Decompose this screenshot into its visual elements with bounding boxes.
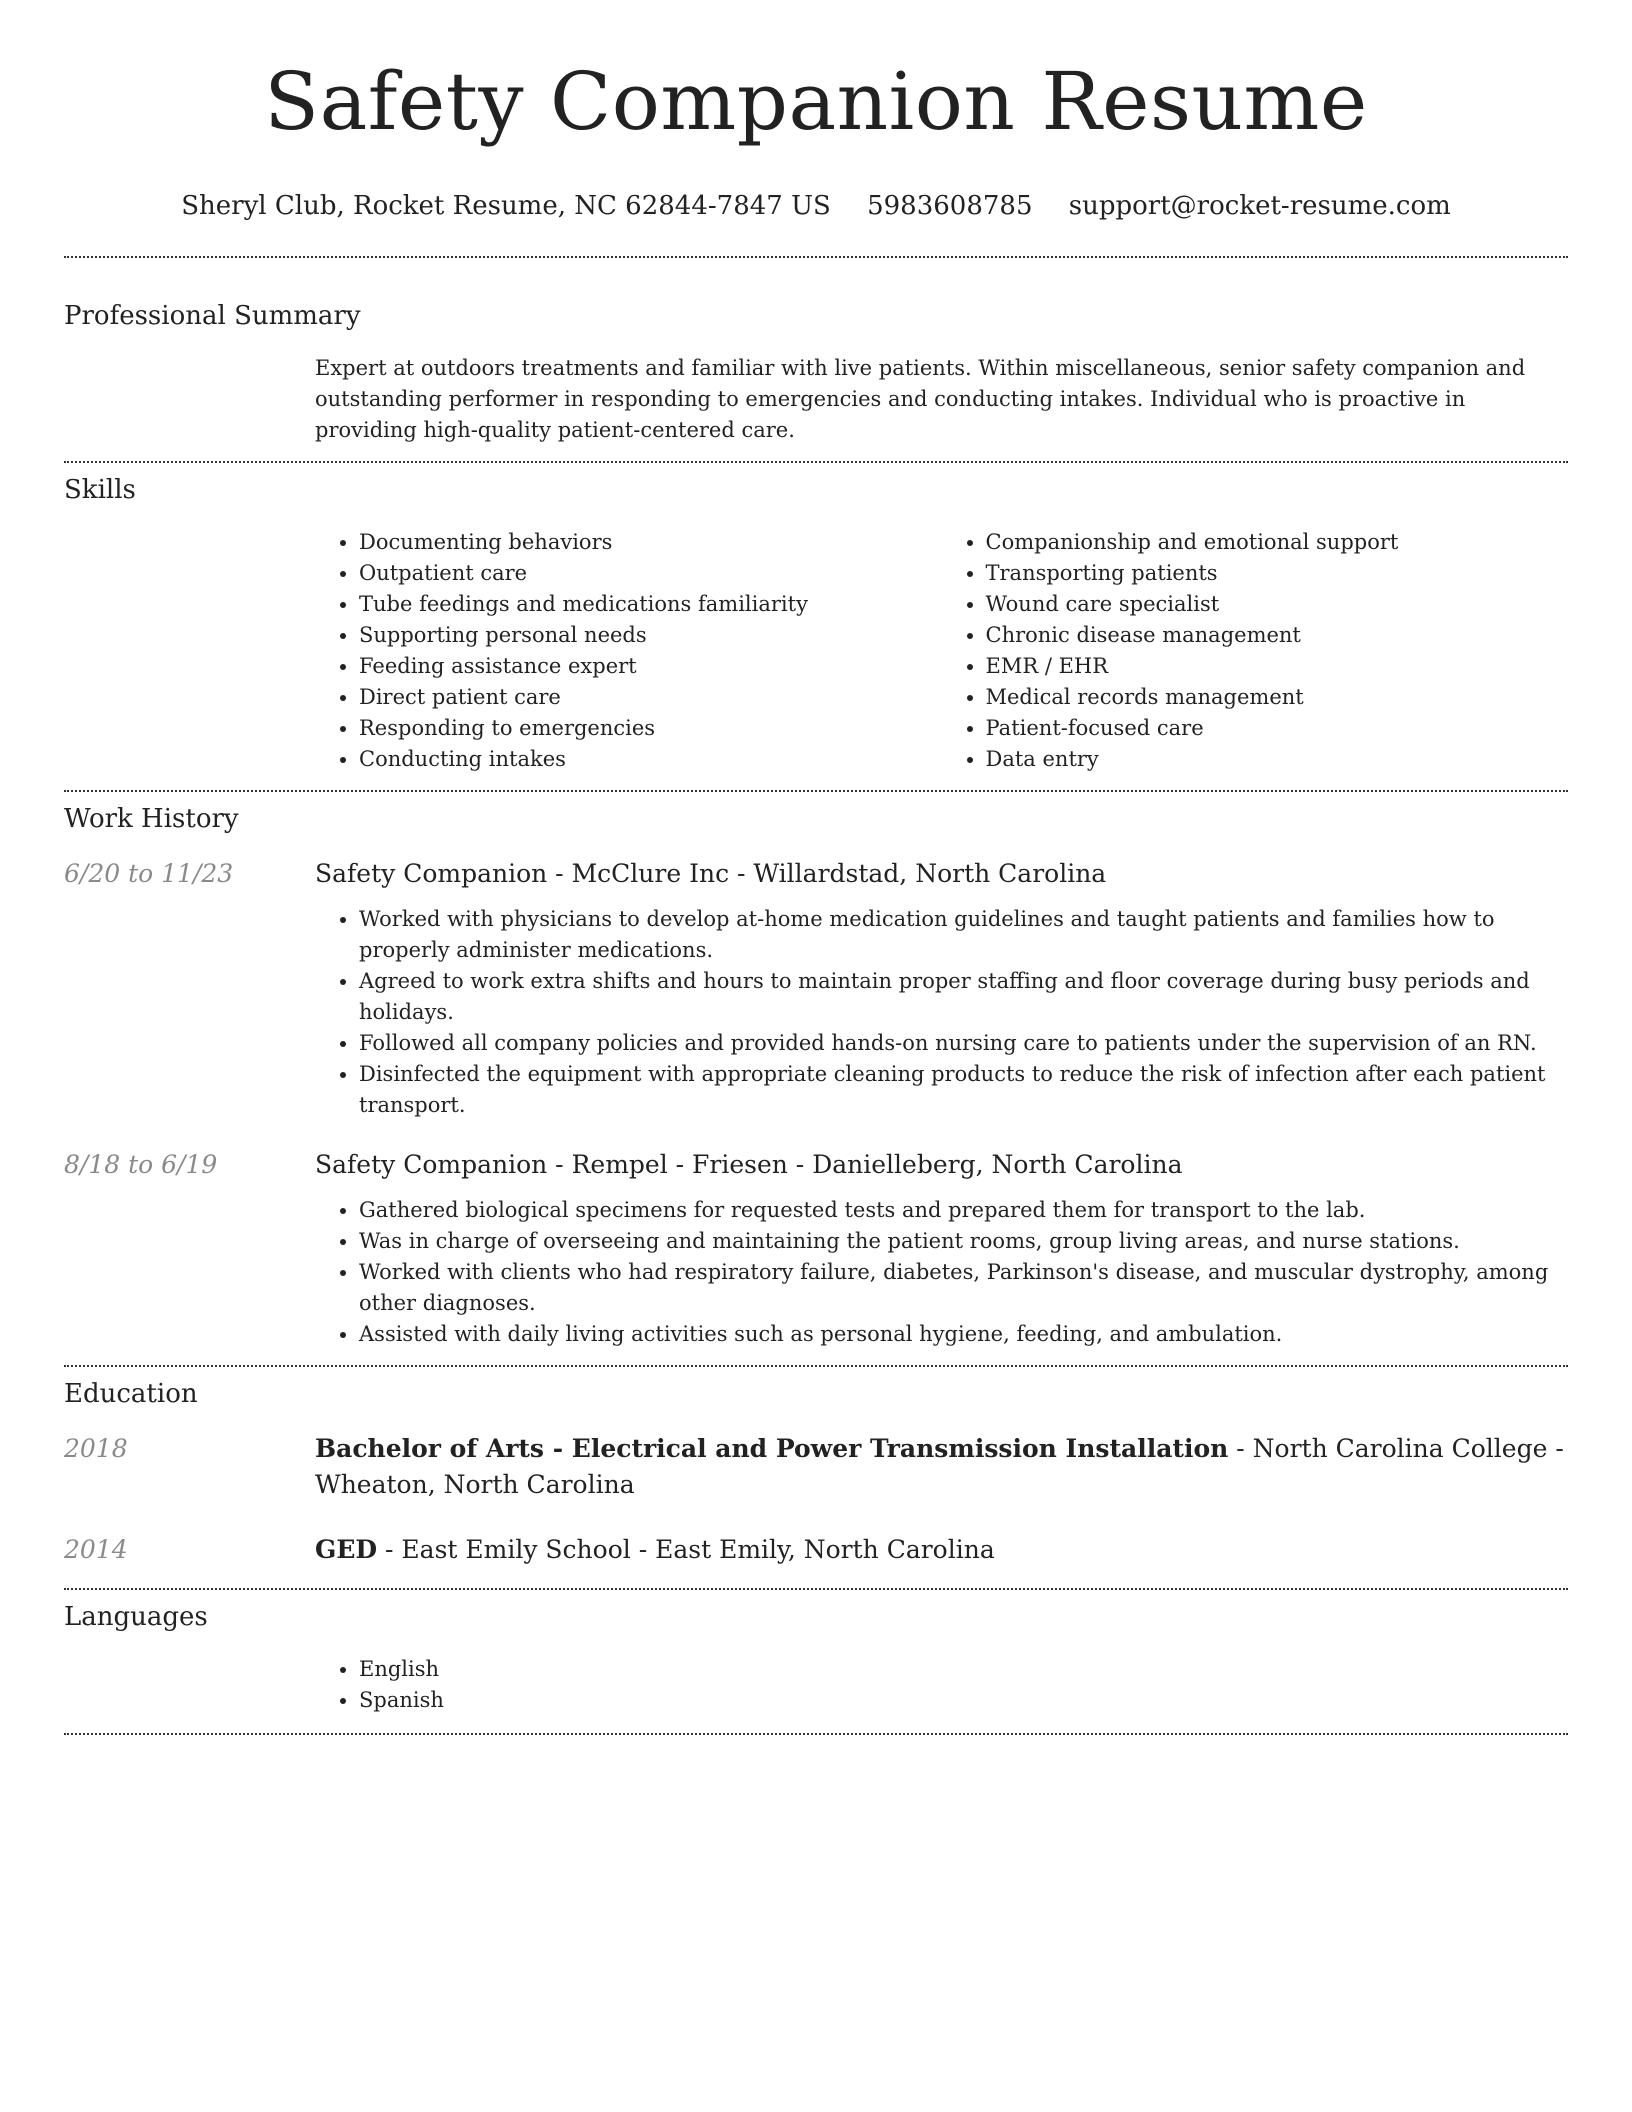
education-year: 2014 <box>64 1535 128 1564</box>
skill-item: • Companionship and emotional support <box>986 527 1569 558</box>
skills-section <box>64 473 1568 775</box>
job-bullets <box>315 1195 1568 1350</box>
education-entry <box>64 1532 1568 1568</box>
work-history-heading: Work History <box>64 804 239 834</box>
job-dates: 8/18 to 6/19 <box>64 1150 218 1179</box>
languages-list <box>315 1654 1568 1716</box>
summary-text: Expert at outdoors treatments and familiar with live patients. Within miscellaneous, senior safety companion and outstanding performer in responding to emergencies and conducting intakes. Individual who is proactive in providing high-quality patient-centered care. <box>315 356 1526 442</box>
work-history-section <box>64 802 1568 1350</box>
skill-item: • Patient-focused care <box>986 713 1569 744</box>
contact-phone: 5983608785 <box>867 191 1033 221</box>
skills-list-right <box>942 527 1569 775</box>
skill-item: • Direct patient care <box>359 682 942 713</box>
section-divider <box>64 790 1568 792</box>
languages-section <box>64 1600 1568 1716</box>
skill-item: • Chronic disease management <box>986 620 1569 651</box>
job-entry <box>64 856 1568 1121</box>
job-bullet: • Disinfected the equipment with appropriate cleaning products to reduce the risk of infection after each patient transport. <box>359 1059 1568 1121</box>
job-dates: 6/20 to 11/23 <box>64 859 234 888</box>
contact-address: Sheryl Club, Rocket Resume, NC 62844-7847 US <box>181 191 831 221</box>
section-divider <box>64 1733 1568 1735</box>
job-bullet: • Agreed to work extra shifts and hours to maintain proper staffing and floor coverage during busy periods and holidays. <box>359 966 1568 1028</box>
education-entry <box>64 1431 1568 1503</box>
job-bullet: • Worked with physicians to develop at-home medication guidelines and taught patients and families how to properly administer medications. <box>359 904 1568 966</box>
section-divider <box>64 1588 1568 1590</box>
education-year: 2018 <box>64 1434 128 1463</box>
job-bullet: • Gathered biological specimens for requested tests and prepared them for transport to the lab. <box>359 1195 1568 1226</box>
skill-item: • EMR / EHR <box>986 651 1569 682</box>
skill-item: • Tube feedings and medications familiarity <box>359 589 942 620</box>
section-divider <box>64 256 1568 258</box>
section-divider <box>64 1365 1568 1367</box>
education-degree: GED <box>315 1535 378 1564</box>
education-degree: Bachelor of Arts - Electrical and Power Transmission Installation <box>315 1434 1229 1463</box>
job-bullets <box>315 904 1568 1121</box>
contact-email: support@rocket-resume.com <box>1068 191 1451 221</box>
job-title: Safety Companion - Rempel - Friesen - Danielleberg, North Carolina <box>315 1150 1183 1179</box>
job-bullet: • Followed all company policies and provided hands-on nursing care to patients under the supervision of an RN. <box>359 1028 1568 1059</box>
skill-item: • Data entry <box>986 744 1569 775</box>
education-school: - East Emily School - East Emily, North Carolina <box>377 1535 995 1564</box>
skills-list-left <box>315 527 942 775</box>
language-item: • English <box>359 1654 1568 1685</box>
education-school: - North Carolina College - Wheaton, North Carolina <box>315 1434 1564 1499</box>
skill-item: • Outpatient care <box>359 558 942 589</box>
job-bullet: • Worked with clients who had respiratory failure, diabetes, Parkinson's disease, and muscular dystrophy, among other diagnoses. <box>359 1257 1568 1319</box>
section-divider <box>64 461 1568 463</box>
job-bullet: • Assisted with daily living activities such as personal hygiene, feeding, and ambulation. <box>359 1319 1568 1350</box>
languages-heading: Languages <box>64 1602 208 1632</box>
skill-item: • Supporting personal needs <box>359 620 942 651</box>
skill-item: • Conducting intakes <box>359 744 942 775</box>
language-item: • Spanish <box>359 1685 1568 1716</box>
skill-item: • Transporting patients <box>986 558 1569 589</box>
skills-heading: Skills <box>64 475 136 505</box>
skill-item: • Documenting behaviors <box>359 527 942 558</box>
job-entry <box>64 1147 1568 1350</box>
job-title: Safety Companion - McClure Inc - Willardstad, North Carolina <box>315 859 1107 888</box>
summary-section <box>64 299 1568 446</box>
education-section <box>64 1377 1568 1568</box>
contact-line <box>64 188 1568 224</box>
resume-title: Safety Companion Resume <box>264 55 1368 148</box>
skill-item: • Wound care specialist <box>986 589 1569 620</box>
skill-item: • Medical records management <box>986 682 1569 713</box>
education-heading: Education <box>64 1379 198 1409</box>
summary-heading: Professional Summary <box>64 301 361 331</box>
skill-item: • Feeding assistance expert <box>359 651 942 682</box>
job-bullet: • Was in charge of overseeing and maintaining the patient rooms, group living areas, and nurse stations. <box>359 1226 1568 1257</box>
skill-item: • Responding to emergencies <box>359 713 942 744</box>
